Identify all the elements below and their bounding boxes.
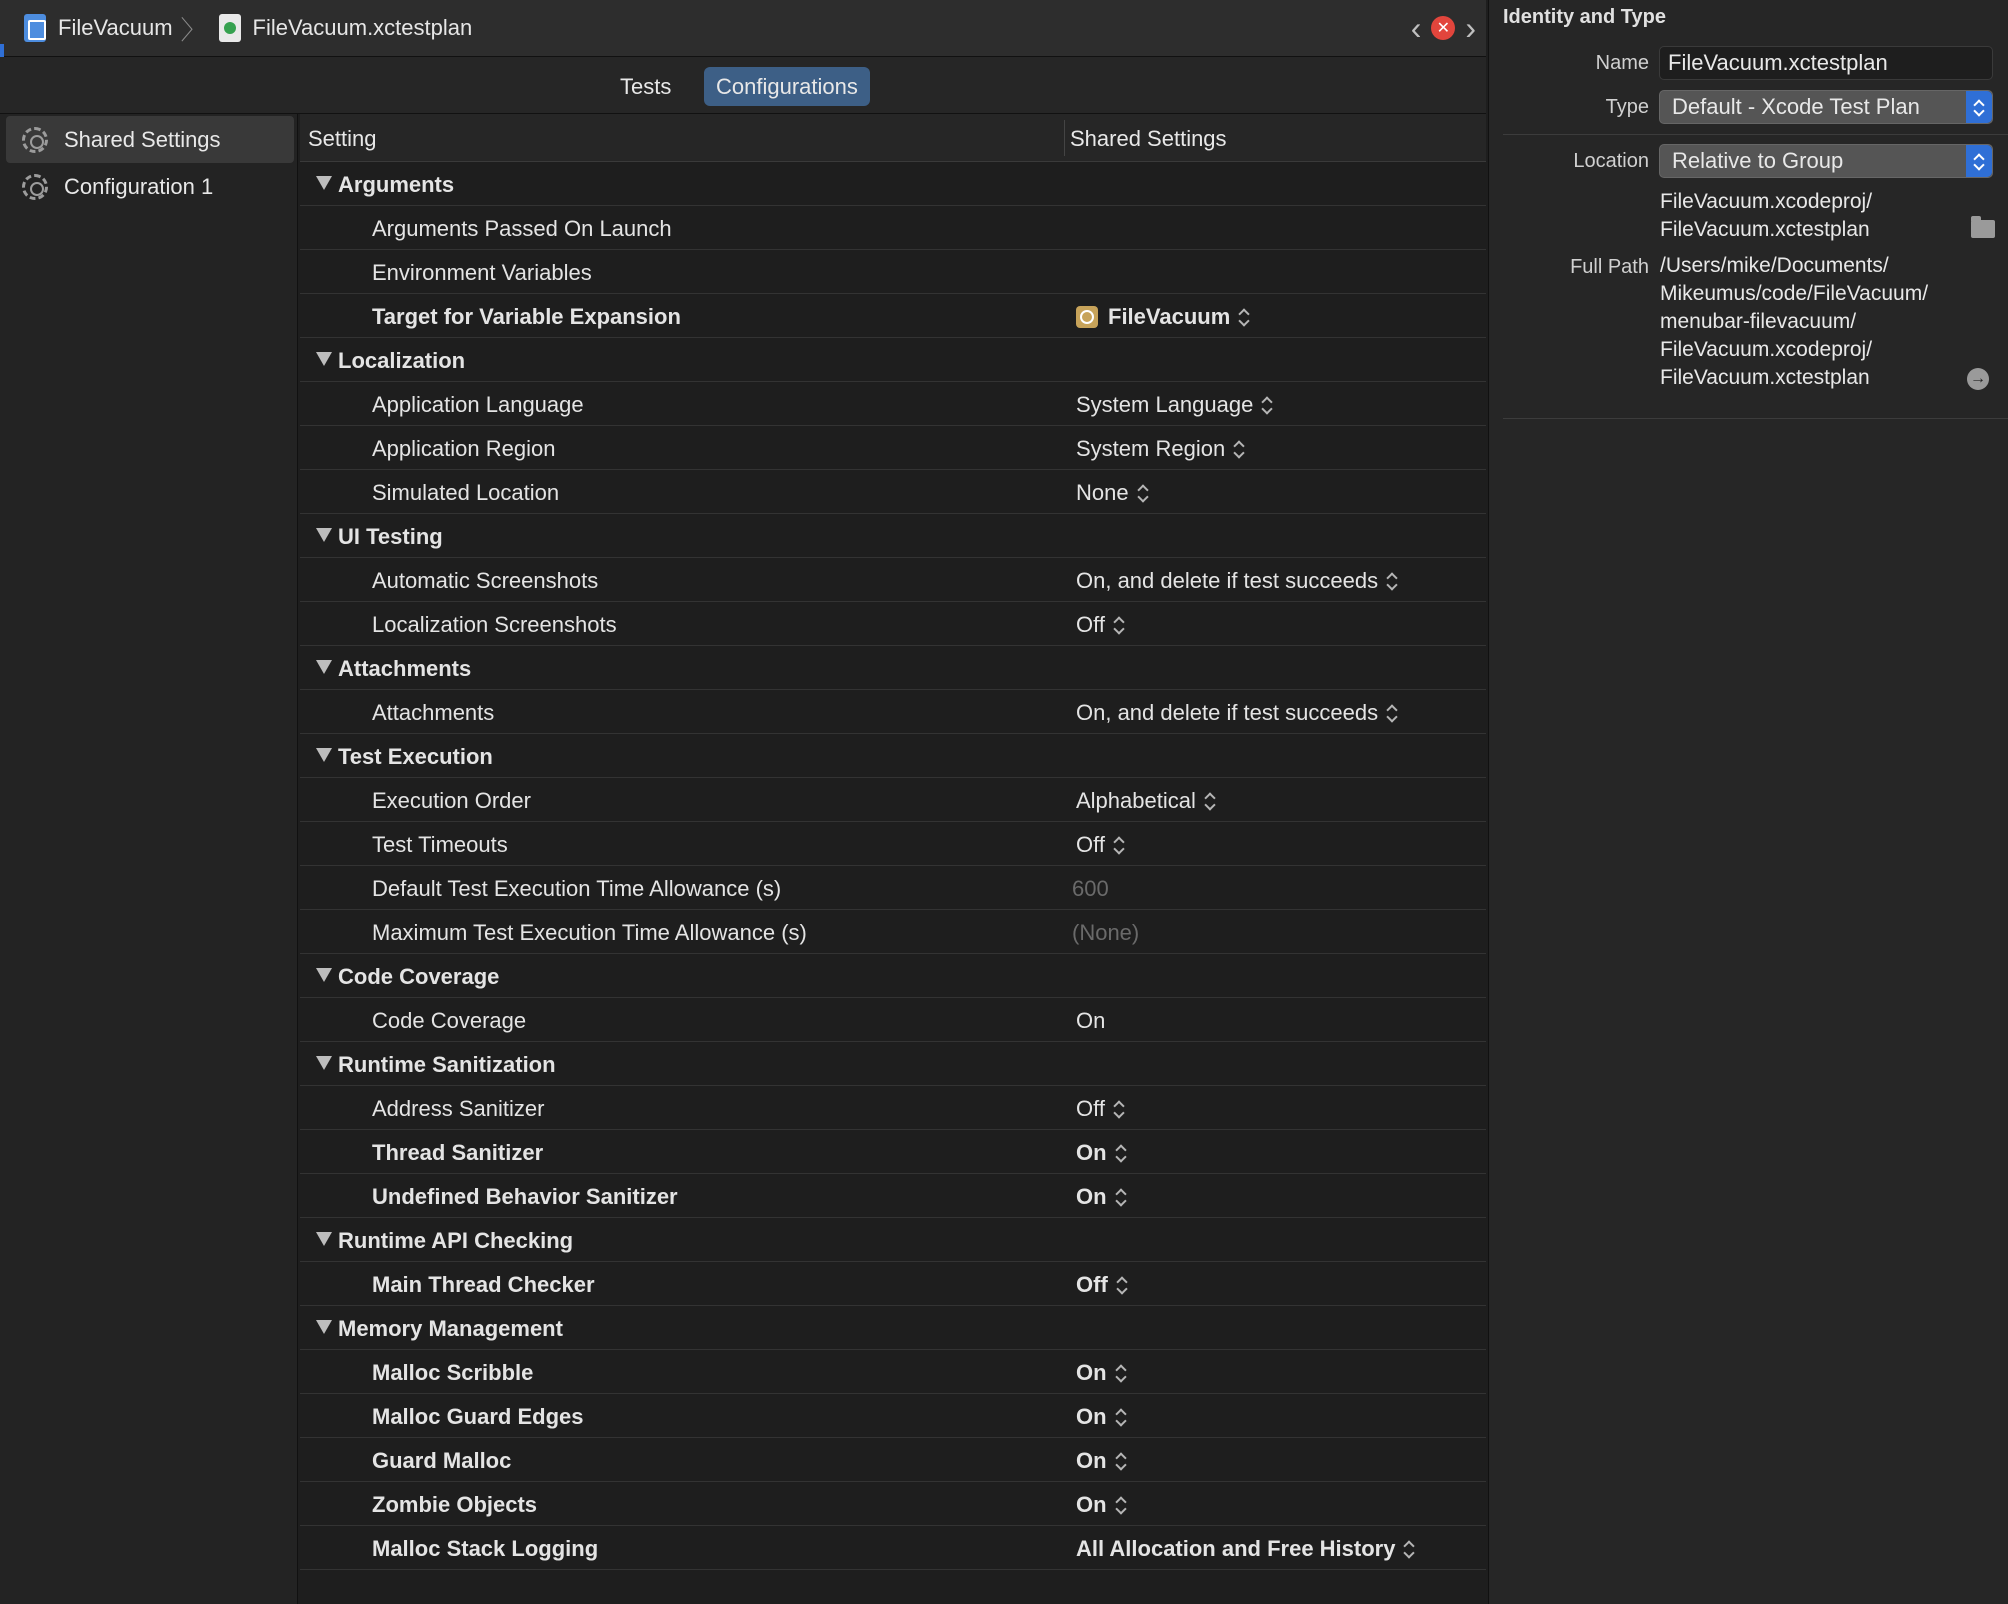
setting-value-text: On bbox=[1076, 1140, 1107, 1165]
full-path-line: Mikeumus/code/FileVacuum/ bbox=[1660, 282, 1929, 305]
setting-value-text: None bbox=[1076, 480, 1129, 505]
chevron-updown-icon bbox=[1966, 91, 1992, 123]
setting-value-popup[interactable] bbox=[1076, 1096, 1125, 1122]
type-popup[interactable] bbox=[1659, 90, 1993, 124]
setting-label: Execution Order bbox=[372, 788, 531, 813]
gear-icon bbox=[22, 127, 48, 153]
chevron-updown-icon bbox=[1115, 1406, 1127, 1428]
location-path-line: FileVacuum.xctestplan bbox=[1660, 218, 1870, 241]
setting-value-popup[interactable] bbox=[1076, 1360, 1127, 1386]
chevron-updown-icon bbox=[1137, 482, 1149, 504]
breadcrumb-project-label: FileVacuum bbox=[58, 15, 173, 40]
full-path-line: /Users/mike/Documents/ bbox=[1660, 254, 1889, 277]
chevron-updown-icon bbox=[1115, 1362, 1127, 1384]
type-label: Type bbox=[1605, 96, 1649, 118]
section-header-row[interactable] bbox=[300, 514, 1486, 558]
setting-row[interactable] bbox=[300, 206, 1486, 250]
disclosure-triangle-icon[interactable] bbox=[316, 968, 332, 982]
setting-value-text: Off bbox=[1076, 1096, 1105, 1121]
setting-value-popup[interactable] bbox=[1076, 700, 1398, 726]
setting-label: Application Language bbox=[372, 392, 584, 417]
column-header-setting[interactable]: Setting bbox=[308, 126, 377, 151]
section-header-row[interactable] bbox=[300, 1042, 1486, 1086]
disclosure-triangle-icon[interactable] bbox=[316, 1232, 332, 1246]
setting-label: Target for Variable Expansion bbox=[372, 304, 681, 329]
inspector-section-title: Identity and Type bbox=[1503, 6, 1666, 28]
setting-label: Main Thread Checker bbox=[372, 1272, 595, 1297]
location-label: Location bbox=[1573, 150, 1649, 172]
setting-value-popup[interactable] bbox=[1076, 1448, 1127, 1474]
setting-value-text: On bbox=[1076, 1008, 1106, 1033]
section-label: Runtime Sanitization bbox=[338, 1052, 556, 1077]
setting-value-text: 600 bbox=[1072, 876, 1109, 901]
name-field[interactable]: FileVacuum.xctestplan bbox=[1659, 46, 1993, 80]
setting-row[interactable] bbox=[300, 1350, 1486, 1394]
setting-value-popup[interactable] bbox=[1076, 612, 1125, 638]
setting-label: Localization Screenshots bbox=[372, 612, 617, 637]
table-header bbox=[300, 114, 1486, 162]
chevron-updown-icon bbox=[1116, 1274, 1128, 1296]
folder-icon[interactable] bbox=[1971, 220, 1995, 238]
setting-row[interactable] bbox=[300, 866, 1486, 910]
section-label: UI Testing bbox=[338, 524, 443, 549]
location-popup-value: Relative to Group bbox=[1672, 148, 1844, 173]
setting-row[interactable] bbox=[300, 1086, 1486, 1130]
setting-label: Thread Sanitizer bbox=[372, 1140, 544, 1165]
target-icon bbox=[1076, 306, 1098, 328]
disclosure-triangle-icon[interactable] bbox=[316, 1056, 332, 1070]
chevron-updown-icon bbox=[1233, 438, 1245, 460]
sidebar-item-shared-settings[interactable] bbox=[6, 116, 294, 163]
tab-tests[interactable]: Tests bbox=[620, 73, 672, 99]
chevron-updown-icon bbox=[1386, 570, 1398, 592]
setting-label: Automatic Screenshots bbox=[372, 568, 599, 593]
type-popup-value: Default - Xcode Test Plan bbox=[1672, 94, 1920, 119]
setting-row[interactable] bbox=[300, 382, 1486, 426]
setting-row[interactable] bbox=[300, 910, 1486, 954]
disclosure-triangle-icon[interactable] bbox=[316, 748, 332, 762]
section-label: Arguments bbox=[338, 172, 455, 197]
setting-value-popup[interactable] bbox=[1076, 436, 1245, 462]
chevron-updown-icon bbox=[1113, 614, 1125, 636]
tab-bar bbox=[0, 57, 1486, 114]
name-label: Name bbox=[1595, 52, 1649, 74]
setting-label: Address Sanitizer bbox=[372, 1096, 545, 1121]
divider bbox=[1503, 134, 2008, 135]
forward-chevron-icon[interactable]: › bbox=[1465, 10, 1476, 46]
setting-row[interactable] bbox=[300, 558, 1486, 602]
setting-row[interactable] bbox=[300, 822, 1486, 866]
chevron-updown-icon bbox=[1261, 394, 1273, 416]
column-divider[interactable] bbox=[1064, 120, 1065, 156]
setting-value-text: On bbox=[1076, 1360, 1107, 1385]
gear-icon bbox=[22, 174, 48, 200]
setting-row[interactable] bbox=[300, 998, 1486, 1042]
file-inspector bbox=[1488, 0, 2008, 1604]
chevron-updown-icon bbox=[1115, 1450, 1127, 1472]
full-path-line: FileVacuum.xctestplan bbox=[1660, 366, 1870, 389]
breadcrumb-file-label: FileVacuum.xctestplan bbox=[252, 15, 473, 40]
setting-label: Arguments Passed On Launch bbox=[372, 216, 672, 241]
disclosure-triangle-icon[interactable] bbox=[316, 352, 332, 366]
chevron-updown-icon bbox=[1966, 145, 1992, 177]
full-path-label: Full Path bbox=[1570, 256, 1649, 278]
setting-row[interactable] bbox=[300, 1482, 1486, 1526]
setting-value-text: On bbox=[1076, 1492, 1107, 1517]
setting-label: Malloc Guard Edges bbox=[372, 1404, 584, 1429]
column-header-shared-settings[interactable]: Shared Settings bbox=[1070, 126, 1227, 151]
setting-value-text: Off bbox=[1076, 612, 1105, 637]
setting-row[interactable] bbox=[300, 470, 1486, 514]
setting-row[interactable] bbox=[300, 602, 1486, 646]
setting-row[interactable] bbox=[300, 250, 1486, 294]
chevron-updown-icon bbox=[1113, 1098, 1125, 1120]
disclosure-triangle-icon[interactable] bbox=[316, 528, 332, 542]
chevron-updown-icon bbox=[1115, 1494, 1127, 1516]
settings-table bbox=[300, 114, 1486, 1604]
setting-value[interactable] bbox=[1076, 1008, 1105, 1034]
breadcrumb-project[interactable] bbox=[24, 0, 173, 57]
setting-value-text: All Allocation and Free History bbox=[1076, 1536, 1396, 1561]
setting-label: Undefined Behavior Sanitizer bbox=[372, 1184, 678, 1209]
setting-row[interactable] bbox=[300, 1262, 1486, 1306]
section-header-row[interactable] bbox=[300, 646, 1486, 690]
section-label: Test Execution bbox=[338, 744, 493, 769]
reveal-in-finder-icon[interactable]: → bbox=[1967, 368, 1989, 390]
divider bbox=[1503, 418, 2008, 419]
setting-value-popup[interactable] bbox=[1076, 832, 1125, 858]
setting-value-text: On bbox=[1076, 1404, 1107, 1429]
setting-value-popup[interactable] bbox=[1076, 480, 1149, 506]
setting-label: Environment Variables bbox=[372, 260, 592, 285]
setting-row[interactable] bbox=[300, 426, 1486, 470]
setting-label: Test Timeouts bbox=[372, 832, 508, 857]
chevron-updown-icon bbox=[1386, 702, 1398, 724]
location-path-line: FileVacuum.xcodeproj/ bbox=[1660, 190, 1873, 213]
setting-label: Application Region bbox=[372, 436, 556, 461]
section-label: Memory Management bbox=[338, 1316, 563, 1341]
setting-value-text: Off bbox=[1076, 832, 1105, 857]
breadcrumb-separator-icon: 〉 bbox=[180, 14, 207, 45]
setting-value-popup[interactable] bbox=[1076, 1272, 1128, 1298]
setting-label: Maximum Test Execution Time Allowance (s) bbox=[372, 920, 807, 945]
setting-value-popup[interactable] bbox=[1076, 392, 1273, 418]
chevron-updown-icon bbox=[1113, 834, 1125, 856]
configurations-sidebar bbox=[0, 114, 298, 1604]
setting-value-text: Alphabetical bbox=[1076, 788, 1196, 813]
full-path-line: FileVacuum.xcodeproj/ bbox=[1660, 338, 1873, 361]
location-path bbox=[1660, 188, 1872, 244]
setting-label: Malloc Stack Logging bbox=[372, 1536, 599, 1561]
setting-value-text: On bbox=[1076, 1448, 1107, 1473]
location-popup[interactable] bbox=[1659, 144, 1993, 178]
section-header-row[interactable] bbox=[300, 1306, 1486, 1350]
setting-label: Simulated Location bbox=[372, 480, 560, 505]
section-header-row[interactable] bbox=[300, 162, 1486, 206]
setting-value-popup[interactable] bbox=[1076, 788, 1216, 814]
setting-label: Default Test Execution Time Allowance (s) bbox=[372, 876, 782, 901]
breadcrumb-file[interactable] bbox=[219, 0, 473, 57]
setting-value-popup[interactable] bbox=[1076, 1492, 1127, 1518]
setting-value-text: FileVacuum bbox=[1108, 304, 1231, 329]
tab-configurations[interactable]: Configurations bbox=[704, 67, 870, 106]
setting-label: Attachments bbox=[372, 700, 495, 725]
setting-value-popup[interactable] bbox=[1076, 1404, 1127, 1430]
setting-value-text: System Region bbox=[1076, 436, 1226, 461]
chevron-updown-icon bbox=[1403, 1538, 1415, 1560]
setting-row[interactable] bbox=[300, 294, 1486, 338]
setting-value-popup[interactable] bbox=[1076, 1536, 1415, 1562]
full-path bbox=[1660, 252, 1928, 392]
setting-value-text: System Language bbox=[1076, 392, 1254, 417]
jump-bar bbox=[0, 0, 1486, 57]
full-path-line: menubar-filevacuum/ bbox=[1660, 310, 1857, 333]
test-plan-icon bbox=[219, 14, 241, 42]
section-header-row[interactable] bbox=[300, 1218, 1486, 1262]
setting-value-text: On bbox=[1076, 1184, 1107, 1209]
setting-value-popup[interactable] bbox=[1076, 1140, 1127, 1166]
setting-label: Guard Malloc bbox=[372, 1448, 512, 1473]
setting-label: Zombie Objects bbox=[372, 1492, 538, 1517]
section-header-row[interactable] bbox=[300, 734, 1486, 778]
setting-value-text: (None) bbox=[1072, 920, 1140, 945]
setting-value[interactable] bbox=[1072, 876, 1109, 902]
nav-controls bbox=[1411, 12, 1476, 44]
error-icon[interactable]: ✕ bbox=[1431, 16, 1455, 40]
sidebar-item-configuration-1[interactable] bbox=[6, 163, 294, 210]
setting-row[interactable] bbox=[300, 1438, 1486, 1482]
section-label: Code Coverage bbox=[338, 964, 500, 989]
chevron-updown-icon bbox=[1204, 790, 1216, 812]
setting-label: Malloc Scribble bbox=[372, 1360, 534, 1385]
project-icon bbox=[24, 14, 46, 42]
setting-value-popup[interactable] bbox=[1076, 304, 1250, 330]
setting-value-popup[interactable] bbox=[1076, 568, 1398, 594]
setting-value-text: On, and delete if test succeeds bbox=[1076, 568, 1379, 593]
setting-value-popup[interactable] bbox=[1076, 1184, 1127, 1210]
chevron-updown-icon bbox=[1115, 1186, 1127, 1208]
setting-value-text: Off bbox=[1076, 1272, 1108, 1297]
disclosure-triangle-icon[interactable] bbox=[316, 176, 332, 190]
setting-value-text: On, and delete if test succeeds bbox=[1076, 700, 1379, 725]
setting-row[interactable] bbox=[300, 1174, 1486, 1218]
setting-value[interactable] bbox=[1072, 920, 1139, 946]
setting-row[interactable] bbox=[300, 1394, 1486, 1438]
setting-row[interactable] bbox=[300, 690, 1486, 734]
disclosure-triangle-icon[interactable] bbox=[316, 1320, 332, 1334]
setting-row[interactable] bbox=[300, 778, 1486, 822]
setting-row[interactable] bbox=[300, 1526, 1486, 1570]
chevron-updown-icon bbox=[1238, 306, 1250, 328]
section-header-row[interactable] bbox=[300, 338, 1486, 382]
sidebar-item-label: Shared Settings bbox=[64, 126, 221, 152]
setting-label: Code Coverage bbox=[372, 1008, 527, 1033]
sidebar-item-label: Configuration 1 bbox=[64, 173, 214, 199]
section-header-row[interactable] bbox=[300, 954, 1486, 998]
section-label: Attachments bbox=[338, 656, 472, 681]
chevron-updown-icon bbox=[1115, 1142, 1127, 1164]
back-chevron-icon[interactable]: ‹ bbox=[1410, 10, 1422, 46]
disclosure-triangle-icon[interactable] bbox=[316, 660, 332, 674]
section-label: Runtime API Checking bbox=[338, 1228, 574, 1253]
section-label: Localization bbox=[338, 348, 466, 373]
setting-row[interactable] bbox=[300, 1130, 1486, 1174]
